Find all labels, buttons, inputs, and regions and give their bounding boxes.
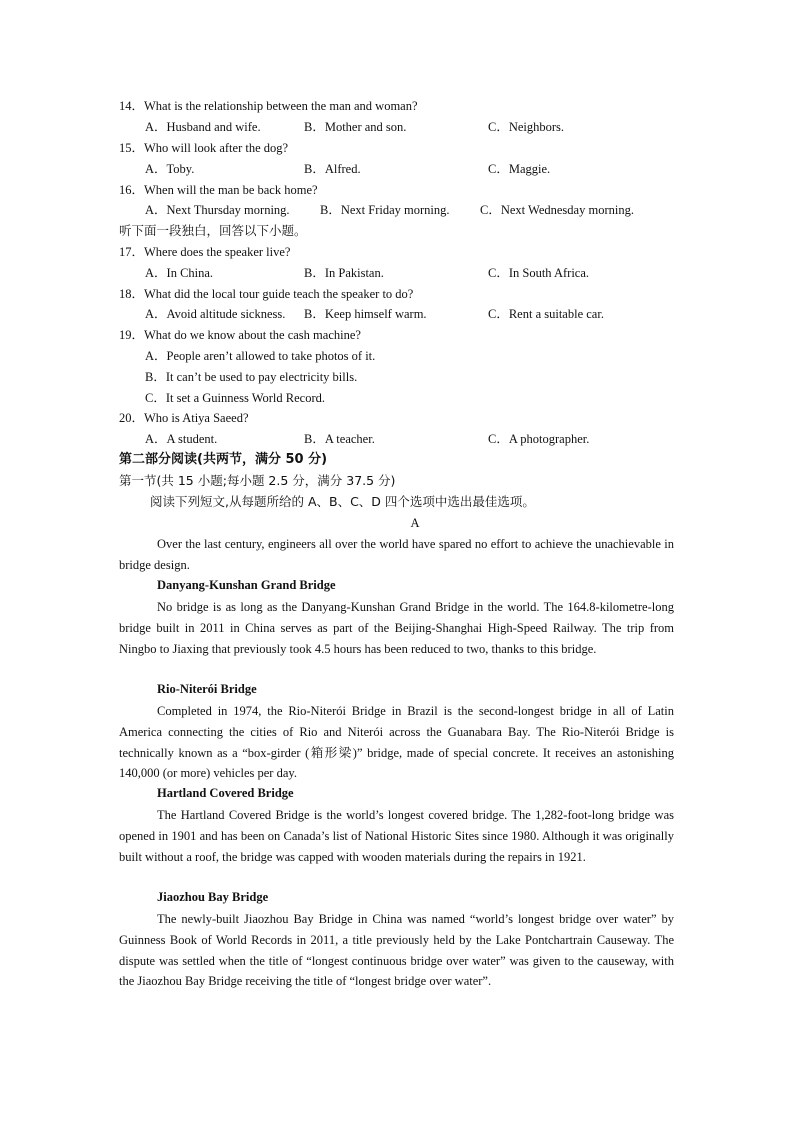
bridge-heading-jiaozhou: Jiaozhou Bay Bridge bbox=[157, 890, 269, 904]
question-17-option-b: B．In Pakistan. bbox=[304, 266, 384, 280]
question-18-option-b: B．Keep himself warm. bbox=[304, 307, 427, 321]
bridge-text-danyang: No bridge is as long as the Danyang-Kunshan Grand Bridge in the world. The 164.8-kilometre-long bridge built in 2011 in China serves as part of the Beijing-Shanghai High-Speed Railway. The trip from Ningbo to Jiaxing that previously took 4.5 hours has been reduced to two, thanks to this bridge. bbox=[119, 600, 674, 656]
question-20-stem: 20．Who is Atiya Saeed? bbox=[119, 411, 249, 425]
listening-instruction: 听下面一段独白，回答以下小题。 bbox=[119, 223, 307, 238]
reading-instruction: 阅读下列短文,从每题所给的 A、B、C、D 四个选项中选出最佳选项。 bbox=[150, 494, 535, 509]
question-18-stem: 18．What did the local tour guide teach the speaker to do? bbox=[119, 287, 414, 301]
passage-intro: Over the last century, engineers all over the world have spared no effort to achieve the unachievable in bridge design. bbox=[119, 537, 674, 572]
question-15-stem: 15．Who will look after the dog? bbox=[119, 141, 289, 155]
bridge-heading-rio: Rio-Niterói Bridge bbox=[157, 682, 257, 696]
question-17-stem: 17．Where does the speaker live? bbox=[119, 245, 291, 259]
question-20-option-b: B．A teacher. bbox=[304, 432, 375, 446]
bridge-heading-danyang: Danyang-Kunshan Grand Bridge bbox=[157, 578, 336, 592]
question-20-option-a: A．A student. bbox=[145, 432, 218, 446]
question-18-option-a: A．Avoid altitude sickness. bbox=[145, 307, 286, 321]
question-14-option-a: A．Husband and wife. bbox=[145, 120, 261, 134]
question-19-option-a: A．People aren’t allowed to take photos of it. bbox=[145, 349, 376, 363]
question-16-stem: 16．When will the man be back home? bbox=[119, 183, 318, 197]
question-19-stem: 19．What do we know about the cash machine? bbox=[119, 328, 361, 342]
bridge-text-jiaozhou: The newly-built Jiaozhou Bay Bridge in China was named “world’s longest bridge over water” by Guinness Book of World Records in 2011, a title previously held by the Lake Pontchartrain Causeway. The dispute was settled when the title of “longest continuous bridge over water” was given to the causeway, with the Jiaozhou Bay Bridge receiving the title of “longest bridge over water”. bbox=[119, 912, 674, 989]
question-14-option-b: B．Mother and son. bbox=[304, 120, 407, 134]
passage-letter: A bbox=[410, 516, 420, 530]
question-15-option-b: B．Alfred. bbox=[304, 162, 361, 176]
bridge-heading-hartland: Hartland Covered Bridge bbox=[157, 786, 294, 800]
question-19-option-c: C．It set a Guinness World Record. bbox=[145, 391, 325, 405]
question-16-option-a: A．Next Thursday morning. bbox=[145, 203, 290, 217]
question-16-option-b: B．Next Friday morning. bbox=[320, 203, 450, 217]
question-16-option-c: C．Next Wednesday morning. bbox=[480, 203, 634, 217]
question-19-option-b: B．It can’t be used to pay electricity bills. bbox=[145, 370, 358, 384]
question-15-option-a: A．Toby. bbox=[145, 162, 195, 176]
reading-section-line: 第一节(共 15 小题;每小题 2.5 分，满分 37.5 分) bbox=[119, 473, 396, 488]
question-14-stem: 14．What is the relationship between the man and woman? bbox=[119, 99, 418, 113]
question-15-option-c: C．Maggie. bbox=[488, 162, 551, 176]
reading-part-title: 第二部分阅读(共两节，满分 50 分) bbox=[119, 452, 328, 467]
question-14-option-c: C．Neighbors. bbox=[488, 120, 565, 134]
bridge-text-rio: Completed in 1974, the Rio-Niterói Bridge in Brazil is the second-longest bridge in all of Latin America connecting the cities of Rio and Niterói across the Guanabara Bay. The Rio-Niterói Bridge is technically known as a “box-girder (箱形梁)” bridge, made of special concrete. It receives an astonishing 140,000 (or more) vehicles per day. bbox=[119, 704, 674, 781]
question-17-option-c: C．In South Africa. bbox=[488, 266, 590, 280]
bridge-text-hartland: The Hartland Covered Bridge is the world’s longest covered bridge. The 1,282-foot-long bridge was opened in 1901 and has been on Canada’s list of National Historic Sites since 1980. Although it was originally built without a roof, the bridge was capped with wooden materials during the repairs in 1921. bbox=[119, 808, 674, 864]
question-17-option-a: A．In China. bbox=[145, 266, 214, 280]
question-18-option-c: C．Rent a suitable car. bbox=[488, 307, 604, 321]
question-20-option-c: C．A photographer. bbox=[488, 432, 590, 446]
